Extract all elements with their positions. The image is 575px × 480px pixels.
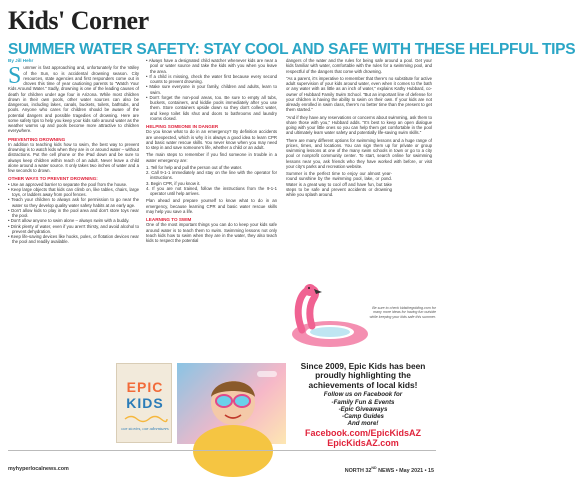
subhead-learning-to-swim: LEARNING TO SWIM: [146, 217, 192, 222]
epic-kids-promo: [290, 361, 436, 449]
bullet-item: • Don't forget the non-pool areas, too. Be sure to empty all tubs, buckets, containers, and kiddie pools immediately after you use them. Store containers upside down so they don't collect water, and keep toilet lids shut and doors to bathrooms and laundry rooms closed.: [146, 94, 277, 121]
kids-word: KIDS: [126, 395, 164, 411]
subhead-other-ways: OTHER WAYS TO PREVENT DROWNING:: [8, 176, 98, 182]
byline: By Jill Hehr: [8, 58, 34, 63]
bullet-item: • Always have a designated child watcher whenever kids are near a pool or water source and take the kids with you when you leave the area.: [146, 58, 277, 74]
bullet-item: • Use an approved barrier to separate the pool from the house.: [8, 181, 128, 187]
article-column-2: [146, 58, 277, 245]
quote-paragraph: "And if they have any reservations or concerns about swimming, ask them to share those with you," Hubbard adds. "It's best to keep an open dialogue going with your little ones so you can help them get comfortable in the pool and ultimately learn water safety and potentially life-saving swim skills.": [286, 114, 432, 136]
paragraph: Do you know what to do in an emergency? By definition accidents are unexpected, which is why it is always a good idea to learn CPR and basic water rescue skills. You never know when you may need to step in and save someone's life, whether a child or an adult.: [146, 129, 277, 150]
bullet-item: • Keep life-saving devices like hooks, poles, or flotation devices near the pool and readily available.: [8, 234, 139, 245]
section-title: Kids' Corner: [8, 6, 149, 35]
paragraph: Summer is the perfect time to enjoy our almost year-round sunshine by the swimming pool, lake, or pond. Water is a great way to cool off and have fun, but take steps to be safe and prevent accidents or drowning while you splash around.: [286, 171, 392, 197]
step-item: 1. Tell for help and pull the person out of the water.: [146, 164, 243, 170]
squiggle-decoration-icon: [123, 414, 167, 424]
paragraph: In addition to teaching kids how to swim, the best way to prevent drowning is to watch kids when they are in or around water – without distractions. Put the cell phone or the iPad down and be sure to always keep children within reach of an adult. Never leave a child alone around a water source. It only takes two inches of water and a few seconds to drown.: [8, 141, 139, 173]
website-link[interactable]: EpicKidsAZ.com: [327, 438, 399, 449]
subhead-helping-someone: HELPING SOMEONE IN DANGER: [146, 124, 219, 129]
subhead-preventing-drowning: PREVENTING DROWNING: [8, 136, 66, 142]
bullet-item: • If a child is missing, check the water first because every second counts to prevent drowning.: [146, 73, 277, 84]
bullet-item: • Don't allow kids to play in the pool area and don't store toys near the pool.: [8, 207, 139, 218]
footer-divider: [8, 450, 436, 451]
article-column-1: [8, 58, 139, 245]
bullet-item: • Make sure everyone in your family, children and adults, learn to swim.: [146, 84, 277, 95]
epic-kids-tagline: our stories, our adventures: [121, 426, 169, 431]
photo-caption: Be sure to check kidsthegolding.com for many more ideas for having fun outside while keeping your kids safe this summer.: [369, 306, 436, 319]
bullet-item: • Keep large objects that kids can climb on, like tables, chairs, large toys, or ladders away from pool fences.: [8, 186, 139, 197]
footer-url[interactable]: myhyperlocalnews.com: [8, 466, 69, 472]
paragraph: Plan ahead and prepare yourself to know what to do in an emergency, because learning CPR and basic water rescue skills may help you save a life.: [146, 198, 277, 214]
flamingo-float-image: [286, 280, 370, 350]
paragraph: The main steps to remember if you find someone in trouble in a water emergency are:: [146, 152, 277, 163]
bullet-item: • Don't allow anyone to swim alone – always swim with a buddy.: [8, 218, 130, 224]
step-item: 4. If you are not trained, follow the instructions from the 9-1-1 operator until help arrives.: [146, 185, 277, 196]
bullet-item: • Teach your children to always ask for permission to go near the water so they develop quality water safety habits at an early age.: [8, 197, 139, 208]
promo-list-item: -Family Fun & Events: [331, 398, 395, 406]
promo-list-item: -Camp Guides: [342, 413, 384, 421]
quote-paragraph: "As a parent, it's imperative to remember that there's no substitute for active adult supervision of your kids around water, even when it comes to the bath or any water with as little as an inch of water," explains Kathy Hubbard, co-owner of Hubbard Family Swim School. "But an important line of defense for your children is having the ability to swim on their own. If your kids are not already enrolled in swim class, there's no better time than the present to get them started.": [286, 75, 432, 113]
epic-kids-ad[interactable]: [116, 363, 172, 443]
paragraph: dangers of the water and the rules for being safe around a pool. Get your kids familiar with water, comfortable with the rules for a swimming pool, and respectful of the dangers that come with drowning.: [286, 58, 432, 74]
paragraph: One of the most important things you can do to keep your kids safe around water is to teach them to swim. Swimming lessons not only teach kids how to swim when they are in the water, they also teach kids to respect the potential: [146, 222, 277, 243]
step-item: 2. Call 9-1-1 immediately and stay on the line with the operator for instructions.: [146, 170, 277, 181]
promo-headline: Since 2009, Epic Kids has been proudly highlighting the achievements of local kids!: [300, 361, 426, 390]
dropcap: S: [8, 63, 22, 90]
intro-paragraph: Summer is fast approaching and, unfortunately for the Valley of the Sun, so is accidental drowning season. City resources, state agencies and first responders come out in droves this time of year cautioning parents to "Watch Your Kids Around Water." Sadly, drowning is one of the leading causes of death for children under age four in Arizona. While most children drown in their own pools, other water sources can also be dangerous, including lakes, canals, buckets, toilets, bathtubs, and pools. Anyone who cares for children should be aware of the potential dangers and possible tragedies of drowning. Here are some safety tips to help you keep your kids safe around water as the weather warms up and pools become more attractive to children everywhere.: [8, 63, 139, 134]
publication-name: NORTH 32: [344, 467, 372, 474]
girl-illustration: [177, 363, 286, 444]
promo-follow: Follow us on Facebook for: [323, 391, 403, 399]
footer-folio: [345, 466, 434, 474]
step-item: 3. Begin CPR, if you know it.: [146, 180, 201, 186]
folio-rest: NEWS • May 2021 • 15: [376, 467, 434, 474]
article-column-3: [286, 58, 432, 199]
promo-list-item: -Epic Giveaways: [338, 405, 388, 413]
publication-sup: ND: [371, 466, 377, 470]
bullet-item: • Drink plenty of water, even if you aren't thirsty, and avoid alcohol to prevent dehydration.: [8, 223, 139, 234]
facebook-link[interactable]: Facebook.com/EpicKidsAZ: [304, 428, 422, 439]
paragraph: There are many different options for swimming lessons and a huge range of prices, times, and locations. You can sign them up for private or group swimming lessons at one of the many swim schools in town or go to a city pool or nonprofit community center. To start, search online for swimming lessons near you, ask friends who they have worked with before, or visit your city's parks and recreation website.: [286, 137, 432, 169]
promo-list-item: And more!: [347, 420, 379, 428]
article-headline: SUMMER WATER SAFETY: STAY COOL AND SAFE WITH THESE HELPFUL TIPS: [8, 41, 575, 58]
epic-word: EPIC: [126, 379, 164, 395]
girl-with-goggles-photo: [177, 363, 286, 444]
